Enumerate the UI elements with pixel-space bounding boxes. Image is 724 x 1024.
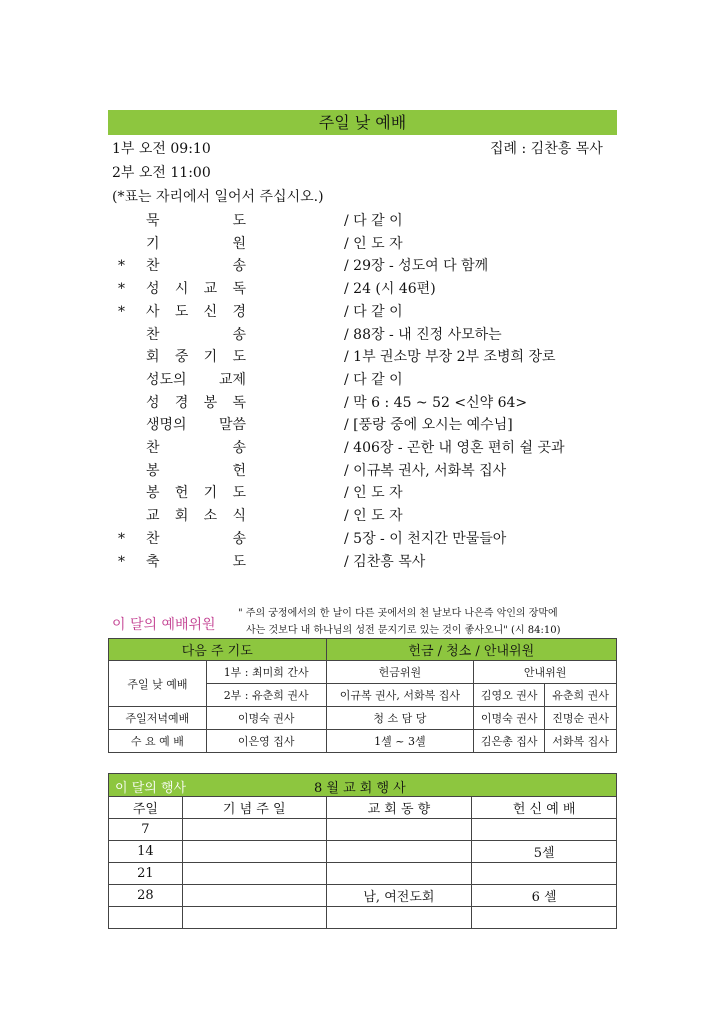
order-item-value: / 다 같 이 xyxy=(344,303,403,320)
order-item-name: 찬 송 xyxy=(146,530,246,547)
order-item-value: / 다 같 이 xyxy=(344,371,403,388)
wednesday-service-label: 수 요 예 배 xyxy=(109,730,207,753)
order-item-value: / 406장 - 곤한 내 영혼 편히 쉴 곳과 xyxy=(344,440,565,456)
event-cell: 28 xyxy=(109,885,183,907)
order-item xyxy=(118,392,618,414)
offering-cleaning-usher-header: 헌금 / 청소 / 안내위원 xyxy=(326,639,616,661)
order-item xyxy=(118,233,618,255)
order-item xyxy=(118,324,618,346)
cleaning-cells: 1셀 ~ 3셀 xyxy=(326,730,474,753)
order-item xyxy=(118,210,618,232)
first-service-time: 1부 오전 09:10 xyxy=(112,141,211,157)
event-cell xyxy=(326,841,472,863)
events-month-title: 8 월 교 회 행 사 xyxy=(314,781,406,796)
order-item-name: 찬 송 xyxy=(146,258,246,275)
second-service-time: 2부 오전 11:00 xyxy=(112,165,211,181)
order-item xyxy=(118,414,618,436)
order-item-name: 봉 헌 xyxy=(146,462,246,479)
order-item-value: / 5장 - 이 천지간 만물들아 xyxy=(344,530,507,547)
col-dedication: 헌 신 예 배 xyxy=(472,797,617,819)
service-leader: 집례 : 김찬흥 목사 xyxy=(490,141,603,157)
order-item xyxy=(118,460,618,482)
next-week-prayer-header: 다음 주 기도 xyxy=(109,639,327,661)
table-row xyxy=(109,841,617,863)
order-item-name: 찬 송 xyxy=(146,440,246,456)
order-item-value: / 막 6 : 45 ~ 52 <신약 64> xyxy=(344,394,528,411)
order-item-name: 찬 송 xyxy=(146,326,246,343)
event-cell: 남, 여전도회 xyxy=(326,885,472,907)
wednesday-usher-1: 김은총 집사 xyxy=(474,730,545,753)
standing-marker: * xyxy=(118,303,125,320)
standing-marker: * xyxy=(118,258,125,275)
standing-marker: * xyxy=(118,281,125,298)
event-cell xyxy=(326,819,472,841)
offering-committee-header: 헌금위원 xyxy=(326,661,474,684)
order-item-name: 교 회 소 식 xyxy=(146,508,246,525)
evening-usher-2: 진명순 권사 xyxy=(545,707,617,730)
scripture-quote-line2: 사는 것보다 내 하나님의 성전 문지기로 있는 것이 좋사오니" (시 84:10) xyxy=(246,625,561,636)
order-item-name: 성도의 교제 xyxy=(146,371,246,388)
table-row xyxy=(109,907,617,929)
event-cell: 5셀 xyxy=(472,841,617,863)
service-title-bar xyxy=(108,110,617,135)
event-cell xyxy=(326,907,472,929)
order-item-value: / 인 도 자 xyxy=(344,508,403,525)
col-memorial: 기 념 주 일 xyxy=(182,797,326,819)
order-item-name: 기 원 xyxy=(146,235,246,252)
evening-service-label: 주일저녁예배 xyxy=(109,707,207,730)
usher-1: 김영오 권사 xyxy=(474,684,545,707)
events-heading: 이 달의 행사 xyxy=(115,781,187,796)
order-item-name: 사 도 신 경 xyxy=(146,303,246,320)
event-cell xyxy=(182,819,326,841)
table-row xyxy=(109,885,617,907)
order-item-value: / [풍랑 중에 오시는 예수님] xyxy=(344,417,513,434)
evening-usher-1: 이명숙 권사 xyxy=(474,707,545,730)
event-cell xyxy=(182,907,326,929)
event-cell xyxy=(472,907,617,929)
sunday-service-label: 주일 낮 예배 xyxy=(109,661,207,707)
events-table xyxy=(108,773,617,929)
order-item-name: 생명의 말씀 xyxy=(146,417,246,434)
order-item xyxy=(118,551,618,573)
order-item-name: 봉 헌 기 도 xyxy=(146,485,246,502)
wednesday-prayer: 이은영 집사 xyxy=(206,730,326,753)
order-item xyxy=(118,255,618,277)
event-cell xyxy=(472,819,617,841)
committee-table xyxy=(108,638,617,753)
scripture-quote-line1: " 주의 궁정에서의 한 날이 다른 곳에서의 천 날보다 나은즉 악인의 장막에 xyxy=(238,608,558,619)
order-item-name: 축 도 xyxy=(146,553,246,570)
order-item-value: / 1부 권소망 부장 2부 조병희 장로 xyxy=(344,349,556,366)
cleaning-label: 청 소 담 당 xyxy=(326,707,474,730)
order-item-name: 성 경 봉 독 xyxy=(146,394,246,411)
event-cell xyxy=(182,863,326,885)
order-item-name: 회 중 기 도 xyxy=(146,349,246,366)
order-item xyxy=(118,346,618,368)
table-row xyxy=(109,819,617,841)
order-item xyxy=(118,505,618,527)
usher-2: 유춘희 권사 xyxy=(545,684,617,707)
order-item-value: / 29장 - 성도여 다 함께 xyxy=(344,258,489,275)
second-service-prayer: 2부 : 유춘희 권사 xyxy=(206,684,326,707)
event-cell: 7 xyxy=(109,819,183,841)
order-item xyxy=(118,278,618,300)
order-item-value: / 이규복 권사, 서화복 집사 xyxy=(344,462,507,479)
wednesday-usher-2: 서화복 집사 xyxy=(545,730,617,753)
order-item-name: 성 시 교 독 xyxy=(146,281,246,298)
event-cell: 14 xyxy=(109,841,183,863)
col-sunday: 주일 xyxy=(109,797,183,819)
event-cell xyxy=(182,841,326,863)
standing-marker: * xyxy=(118,553,125,570)
order-item-value: / 다 같 이 xyxy=(344,213,403,229)
order-item xyxy=(118,301,618,323)
col-church-news: 교 회 동 향 xyxy=(326,797,472,819)
standing-marker: * xyxy=(118,530,125,547)
order-item xyxy=(118,437,618,459)
order-item xyxy=(118,369,618,391)
standing-note: (*표는 자리에서 일어서 주십시오.) xyxy=(112,189,324,205)
committee-heading: 이 달의 예배위원 xyxy=(112,617,216,633)
table-row xyxy=(109,863,617,885)
order-item-name: 묵 도 xyxy=(146,213,246,229)
order-item-value: / 인 도 자 xyxy=(344,485,403,502)
order-item-value: / 88장 - 내 진정 사모하는 xyxy=(344,326,502,343)
usher-committee-header: 안내위원 xyxy=(474,661,617,684)
event-cell xyxy=(109,907,183,929)
event-cell xyxy=(472,863,617,885)
order-item xyxy=(118,482,618,504)
events-title-bar xyxy=(109,774,617,797)
event-cell: 21 xyxy=(109,863,183,885)
event-cell xyxy=(326,863,472,885)
event-cell xyxy=(182,885,326,907)
order-item-value: / 24 (시 46편) xyxy=(344,281,436,298)
evening-prayer: 이명숙 권사 xyxy=(206,707,326,730)
order-item-value: / 김찬흥 목사 xyxy=(344,553,426,570)
first-service-prayer: 1부 : 최미희 간사 xyxy=(206,661,326,684)
event-cell: 6 셀 xyxy=(472,885,617,907)
order-item-value: / 인 도 자 xyxy=(344,235,403,252)
order-item xyxy=(118,528,618,550)
page-title: 주일 낮 예배 xyxy=(318,113,407,132)
offering-members: 이규복 권사, 서화복 집사 xyxy=(326,684,474,707)
